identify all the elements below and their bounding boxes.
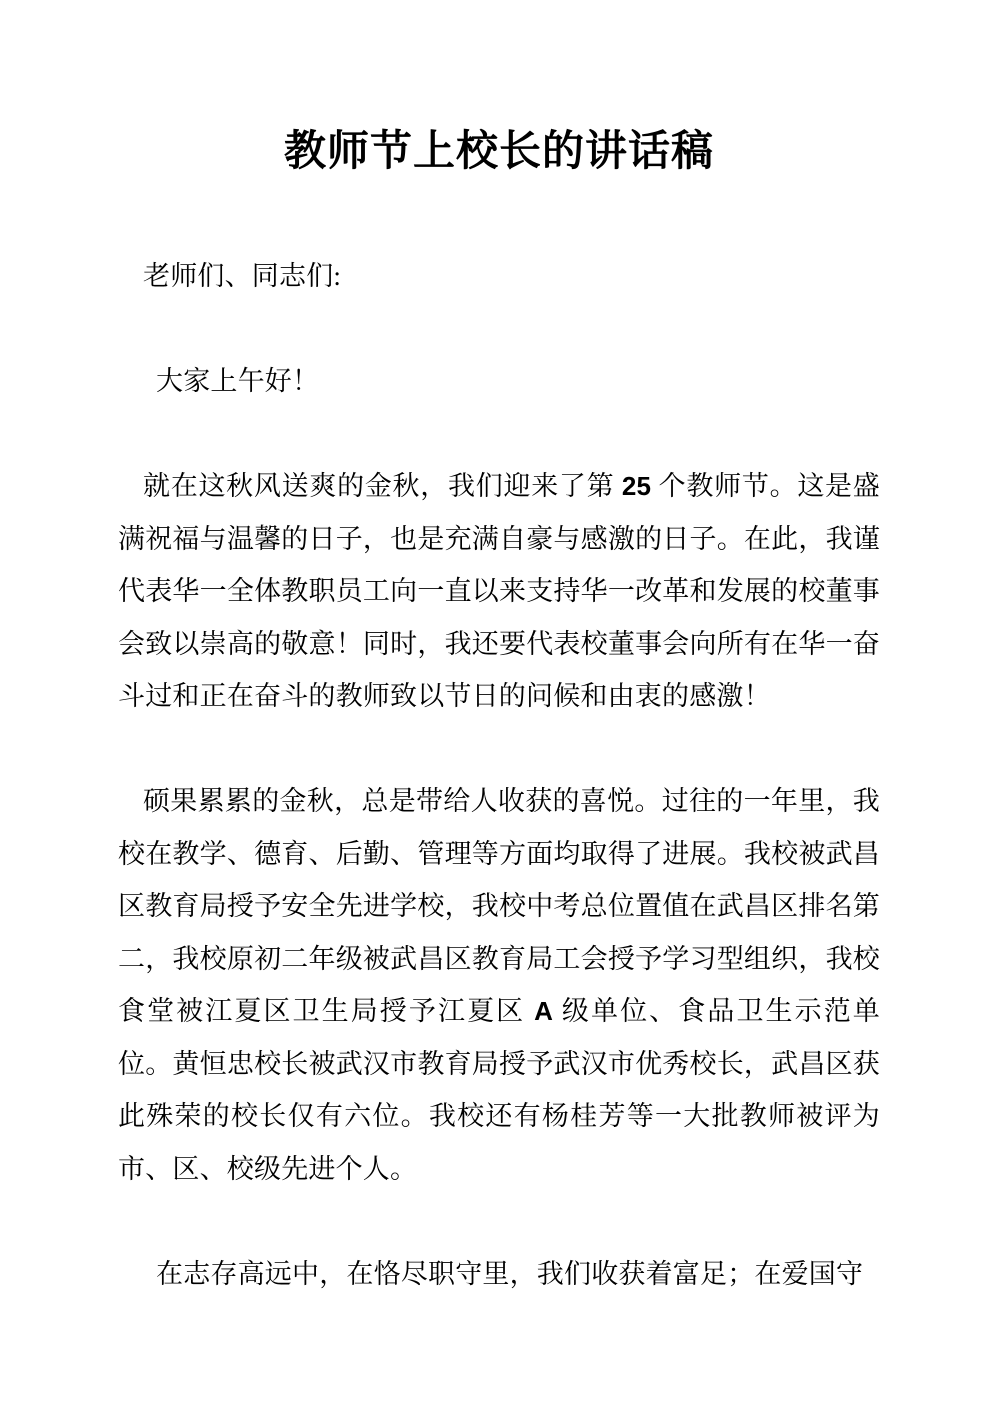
paragraph-festival: [118, 460, 880, 723]
document-title: 教师节上校长的讲话稿: [283, 129, 714, 175]
paragraph-achievements: [118, 775, 880, 1195]
paragraph-opening: [118, 355, 880, 408]
text-run: 老师们、同志们:: [143, 261, 342, 291]
document-content: [118, 0, 880, 1300]
text-run: 在志存高远中，在恪尽职守里，我们收获着富足；在爱国守: [156, 1258, 864, 1289]
text-run: 大家上午好！: [156, 366, 320, 396]
paragraph-harvest: [118, 1248, 880, 1301]
latin-run: 25: [621, 471, 652, 501]
text-run: 就在这秋风送爽的金秋，我们迎来了第: [143, 471, 622, 501]
paragraph-greeting: [118, 250, 880, 303]
text-run: 个教师节。这是盛满祝福与温馨的日子，也是充满自豪与感激的日子。在此，我谨代表华一全体教职员工向一直以来支持华一改革和发展的校董事会致以崇高的敬意！同时，我还要代表校董事会向所有在华一奋斗过和正在奋斗的教师致以节日的问候和由衷的感激！: [118, 471, 880, 711]
text-run: 级单位、食品卫生示范单位。黄恒忠校长被武汉市教育局授予武汉市优秀校长，武昌区获此殊荣的校长仅有六位。我校还有杨桂芳等一大批教师被评为市、区、校级先进个人。: [118, 996, 881, 1184]
latin-run: A: [534, 996, 554, 1026]
text-run: 硕果累累的金秋，总是带给人收获的喜悦。过往的一年里，我校在教学、德育、后勤、管理等方面均取得了进展。我校被武昌区教育局授予安全先进学校，我校中考总位置值在武昌区排名第二，我校原初二年级被武昌区教育局工会授予学习型组织，我校食堂被江夏区卫生局授予江夏区: [118, 786, 880, 1026]
